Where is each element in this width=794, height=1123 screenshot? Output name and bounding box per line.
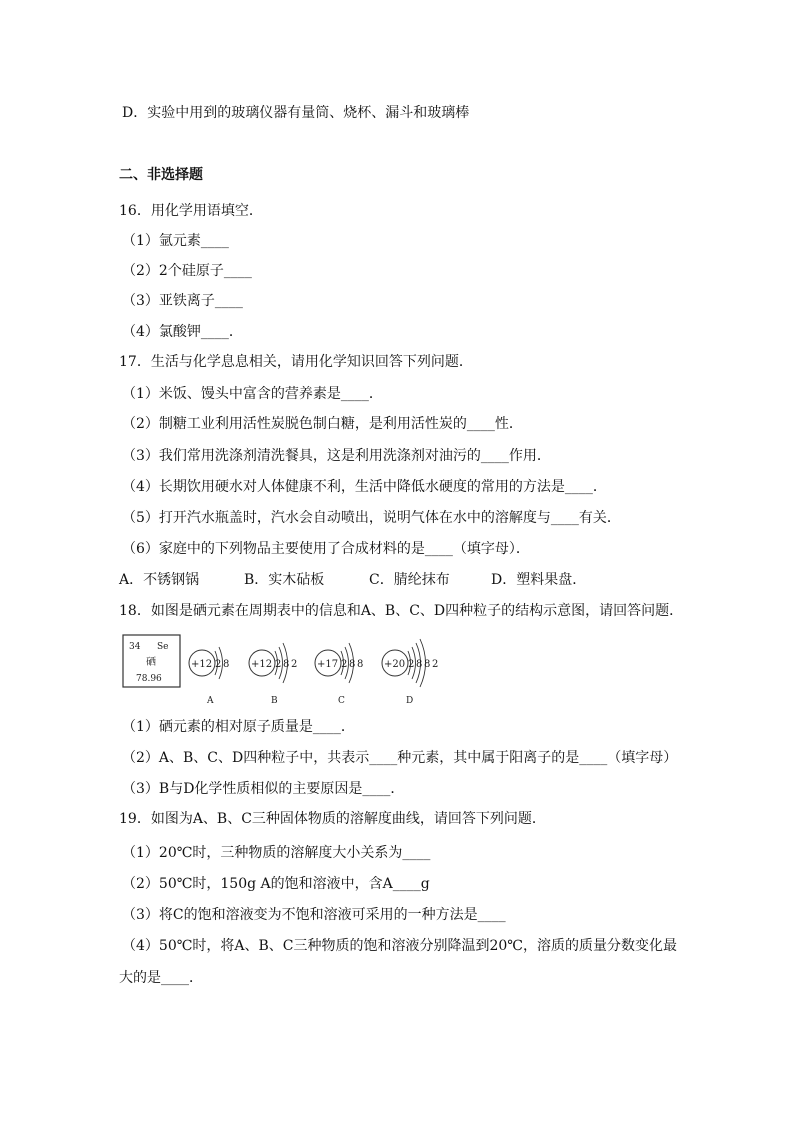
question-17-stem: 17．生活与化学息息相关，请用化学知识回答下列问题．	[119, 354, 473, 370]
question-16-part-1: （1）氩元素____	[122, 233, 229, 249]
element-name: 硒	[146, 657, 156, 668]
element-card-selenium	[123, 635, 180, 687]
particle-d-shell-3: 8	[424, 659, 431, 670]
question-16-part-4: （4）氯酸钾____．	[122, 324, 243, 340]
question-17-part-4: （4）长期饮用硬水对人体健康不利，生活中降低水硬度的常用的方法是____．	[122, 479, 607, 495]
particle-b-diagram	[249, 643, 297, 706]
question-17-part-2: （2）制糖工业利用活性炭脱色制白糖，是利用活性炭的____性．	[122, 416, 523, 432]
particle-a-diagram	[189, 647, 229, 706]
question-19-part-4-continued: 大的是____．	[119, 970, 203, 986]
particle-b-label: B	[271, 696, 278, 706]
question-17-part-6: （6）家庭中的下列物品主要使用了合成材料的是____（填字母）．	[122, 541, 530, 557]
question-17-part-3: （3）我们常用洗涤剂清洗餐具，这是利用洗涤剂对油污的____作用．	[122, 448, 551, 464]
particle-a-shell-1: 2	[215, 659, 222, 670]
question-18-part-3: （3）B与D化学性质相似的主要原因是____．	[122, 781, 405, 797]
particle-c-shell-3: 8	[357, 659, 364, 670]
particle-c-label: C	[338, 696, 345, 706]
particle-d-label: D	[406, 696, 414, 706]
question-19-part-1: （1）20℃时，三种物质的溶解度大小关系为____	[122, 845, 431, 861]
particle-a-nucleus: +12	[191, 659, 213, 670]
particle-d-shell-2: 8	[416, 659, 423, 670]
question-17-part-5: （5）打开汽水瓶盖时，汽水会自动喷出，说明气体在水中的溶解度与____有关．	[122, 510, 621, 526]
question-19-part-4: （4）50℃时，将A、B、C三种物质的饱和溶液分别降温到20℃，溶质的质量分数变化最	[122, 938, 677, 954]
question-17-part-1: （1）米饭、馒头中富含的营养素是____．	[122, 386, 383, 402]
section-title: 二、非选择题	[119, 167, 203, 183]
question-16-part-3: （3）亚铁离子____	[122, 293, 243, 309]
question-17-option-a: A．不锈钢锅	[119, 572, 200, 588]
particle-a-label: A	[207, 696, 214, 706]
atomic-structure-figure	[119, 633, 453, 709]
particle-d-nucleus: +20	[384, 659, 406, 670]
question-18-part-1: （1）硒元素的相对原子质量是____．	[122, 719, 355, 735]
particle-b-shell-3: 2	[291, 659, 298, 670]
element-symbol: Se	[157, 642, 169, 652]
particle-a-shell-2: 8	[223, 659, 230, 670]
element-atomic-number: 34	[129, 642, 141, 652]
particle-d-diagram	[382, 639, 438, 706]
question-19-part-3: （3）将C的饱和溶液变为不饱和溶液可采用的一种方法是____	[122, 907, 506, 923]
particle-c-nucleus: +17	[317, 659, 339, 670]
particle-b-shell-2: 8	[283, 659, 290, 670]
question-18-part-2: （2）A、B、C、D四种粒子中，共表示____种元素，其中属于阳离子的是____（填字母）	[122, 750, 678, 766]
particle-c-shell-1: 2	[341, 659, 348, 670]
question-16-part-2: （2）2个硅原子____	[122, 263, 252, 279]
particle-b-nucleus: +12	[251, 659, 273, 670]
particle-d-shell-1: 2	[408, 659, 415, 670]
particle-c-shell-2: 8	[349, 659, 356, 670]
question-17-option-d: D．塑料果盘．	[491, 572, 587, 588]
question-17-option-c: C．腈纶抹布	[369, 572, 450, 588]
question-19-stem: 19．如图为A、B、C三种固体物质的溶解度曲线，请回答下列问题．	[119, 811, 546, 827]
particle-b-shell-1: 2	[275, 659, 282, 670]
question-19-part-2: （2）50℃时，150g A的饱和溶液中，含A____g	[122, 876, 430, 892]
element-atomic-mass: 78.96	[136, 674, 162, 684]
option-d-carryover: D．实验中用到的玻璃仪器有量筒、烧杯、漏斗和玻璃棒	[122, 105, 470, 121]
question-18-stem: 18．如图是硒元素在周期表中的信息和A、B、C、D四种粒子的结构示意图，请回答问题．	[119, 603, 684, 619]
particle-d-shell-4: 2	[432, 659, 439, 670]
question-16-stem: 16．用化学用语填空．	[119, 203, 263, 219]
question-17-option-b: B．实木砧板	[244, 572, 325, 588]
particle-c-diagram	[315, 643, 363, 706]
